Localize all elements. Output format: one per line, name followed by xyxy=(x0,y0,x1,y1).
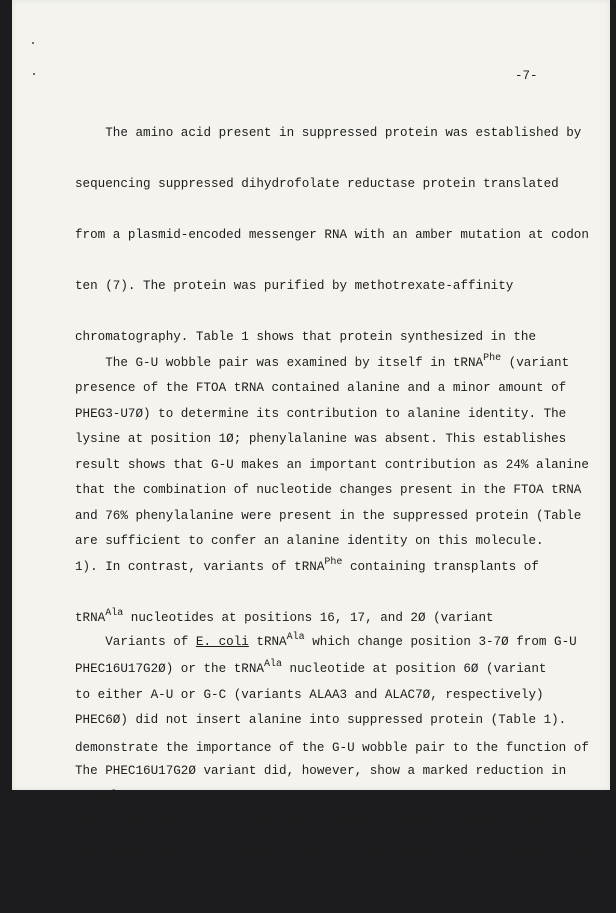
punch-mark xyxy=(33,73,35,75)
text-line: suppressor gene efficiency and a dramatic change in amino acid xyxy=(75,815,544,829)
text-line: tRNA$^{Ala}$ nucleotides at positions 16, 17, and 2Ø (variant xyxy=(75,608,494,625)
text-line: tRNA$^{Ala}$. Both of these variants showed a marked reduction in xyxy=(75,790,524,808)
text-line: The amino acid present in suppressed protein was established by xyxy=(75,126,582,140)
text-line: that the combination of nucleotide changes present in the FTOA tRNA xyxy=(75,483,582,497)
text-line: sequencing suppressed dihydrofolate reductase protein translated xyxy=(75,177,559,191)
text-line: from a plasmid-encoded messenger RNA with an amber mutation at codon xyxy=(75,228,589,242)
species-name: E. coli xyxy=(195,635,249,649)
text-line: suppressor gene efficiency (Table 1), even though tRNA synthesis was xyxy=(75,846,589,861)
text-line: 1). In contrast, variants of tRNA$^{Phe}$ containing transplants of xyxy=(75,557,539,574)
document-page xyxy=(12,0,610,880)
page-number: -7- xyxy=(515,69,538,83)
text-line: PHEG3-U7Ø) to determine its contribution to alanine identity. The xyxy=(75,407,567,421)
text-line: ten (7). The protein was purified by methotrexate-affinity xyxy=(75,279,514,293)
text-line: The G-U wobble pair was examined by itself in tRNA$^{Phe}$ (variant xyxy=(75,353,570,370)
text-line: chromatography. Table 1 shows that protein synthesized in the xyxy=(75,330,537,344)
text-line: result shows that G-U makes an important contribution as 24% alanine xyxy=(75,458,589,472)
text-line: demonstrate the importance of the G-U wobble pair to the function of xyxy=(75,740,589,755)
text-line: identity (Table 1). xyxy=(75,866,219,880)
text-line: are sufficient to confer an alanine identity on this molecule. xyxy=(75,534,544,548)
text-line: and 76% phenylalanine were present in the suppressed protein (Table xyxy=(75,509,582,523)
text-line: to either A-U or G-C (variants ALAA3 and ALAC7Ø, respectively) xyxy=(75,687,544,702)
text-line: presence of the FTOA tRNA contained alanine and a minor amount of xyxy=(75,381,567,395)
text-line: Variants of E. coli tRNA$^{Ala}$ which change position 3-7Ø from G-U xyxy=(75,632,577,649)
text-line: The PHEC16U17G2Ø variant did, however, show a marked reduction in xyxy=(75,764,567,778)
text-line: PHEC16U17G2Ø) or the tRNA$^{Ala}$ nucleotide at position 6Ø (variant xyxy=(75,659,547,676)
paragraph-3 xyxy=(75,602,589,894)
text-line: PHEC6Ø) did not insert alanine into suppressed protein (Table 1). xyxy=(75,713,567,727)
punch-mark xyxy=(32,42,34,44)
text-line: lysine at position 1Ø; phenylalanine was absent. This establishes xyxy=(75,432,567,446)
